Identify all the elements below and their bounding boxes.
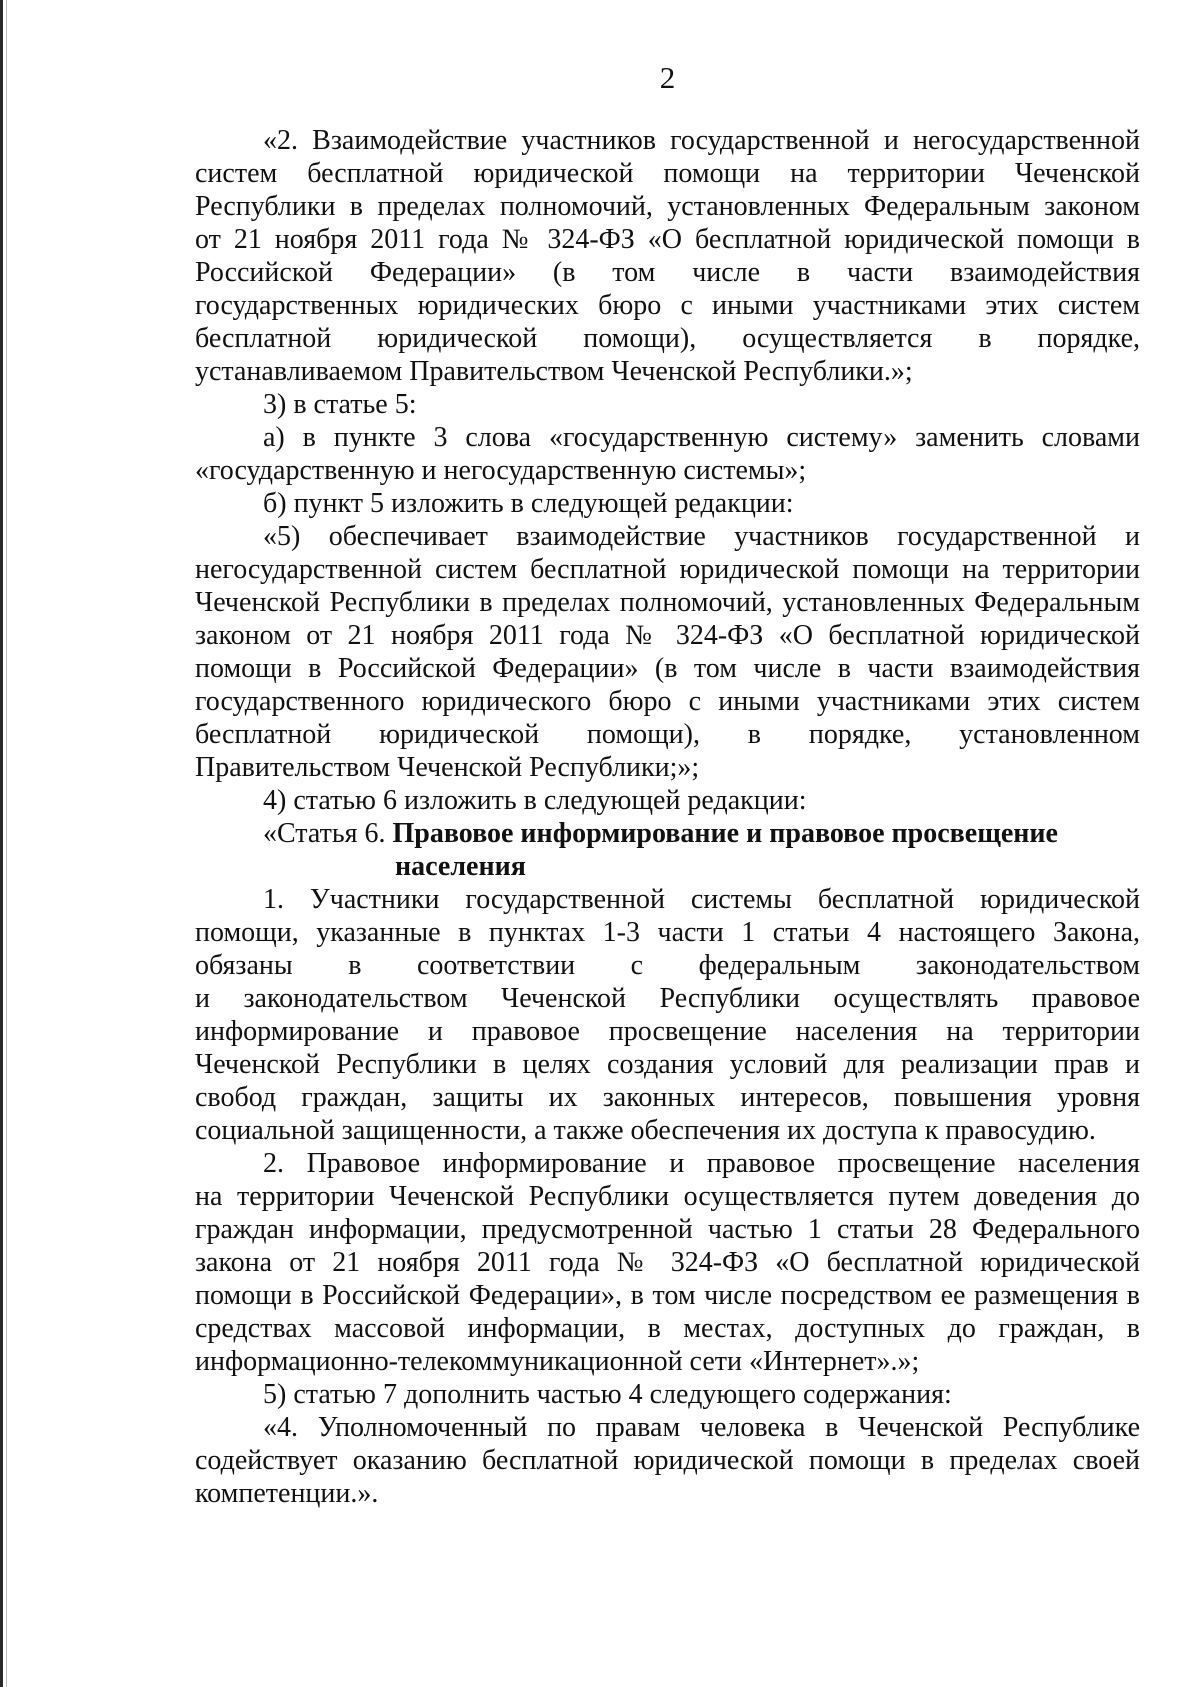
document-page xyxy=(195,0,1140,1687)
text-line-p7-l7: свобод граждан, защиты их законных интересов, повышения уровня xyxy=(195,1082,1140,1113)
text-line-p8-l2: на территории Чеченской Республики осуществляется путем доведения до xyxy=(195,1181,1140,1212)
text-line-p9-l1: 5) статью 7 дополнить частью 4 следующего содержания: xyxy=(263,1379,952,1410)
article-prefix: «Статья 6. xyxy=(263,818,386,849)
text-line-p7-l1: 1. Участники государственной системы бесплатной юридической xyxy=(263,884,1140,915)
document-body xyxy=(195,124,1140,1510)
text-line-p4-l1: б) пункт 5 изложить в следующей редакции: xyxy=(263,488,794,519)
text-block-after-article xyxy=(195,883,1140,1510)
text-line-p1-l8: устанавливаемом Правительством Чеченской Республики.»; xyxy=(195,356,913,387)
text-line-p5-l4: законом от 21 ноября 2011 года № 324-ФЗ «О бесплатной юридической xyxy=(195,620,1140,651)
text-block-before-article xyxy=(195,124,1140,817)
text-line-p8-l6: средствах массовой информации, в местах, доступных до граждан, в xyxy=(195,1313,1140,1344)
text-line-p1-l2: систем бесплатной юридической помощи на территории Чеченской xyxy=(195,158,1140,189)
text-line-p3-l2: «государственную и негосударственную системы»; xyxy=(195,455,807,486)
text-line-p7-l2: помощи, указанные в пунктах 1-3 части 1 статьи 4 настоящего Закона, xyxy=(195,917,1140,948)
article-title-line2: населения xyxy=(395,851,526,882)
text-line-p1-l6: государственных юридических бюро с иными участниками этих систем xyxy=(195,290,1140,321)
page-number: 2 xyxy=(659,60,676,95)
text-line-p1-l1: «2. Взаимодействие участников государственной и негосударственной xyxy=(263,125,1140,156)
scan-edge xyxy=(0,0,3,1687)
text-line-p3-l1: а) в пункте 3 слова «государственную систему» заменить словами xyxy=(263,422,1140,453)
text-line-p6-l1: 4) статью 6 изложить в следующей редакции: xyxy=(263,785,807,816)
text-line-p1-l3: Республики в пределах полномочий, установленных Федеральным законом xyxy=(195,191,1140,222)
text-line-p7-l4: и законодательством Чеченской Республики осуществлять правовое xyxy=(195,983,1140,1014)
text-line-p7-l8: социальной защищенности, а также обеспечения их доступа к правосудию. xyxy=(195,1115,1096,1146)
article-heading-continuation xyxy=(195,850,1140,883)
text-line-p8-l3: граждан информации, предусмотренной частью 1 статьи 28 Федерального xyxy=(195,1214,1140,1245)
text-line-p8-l1: 2. Правовое информирование и правовое просвещение населения xyxy=(263,1148,1140,1179)
text-line-p1-l4: от 21 ноября 2011 года № 324-ФЗ «О бесплатной юридической помощи в xyxy=(195,224,1140,255)
text-line-p10-l2: содействует оказанию бесплатной юридической помощи в пределах своей xyxy=(195,1445,1140,1476)
text-line-p2-l1: 3) в статье 5: xyxy=(263,389,417,420)
text-line-p5-l6: государственного юридического бюро с иными участниками этих систем xyxy=(195,686,1140,717)
text-line-p10-l3: компетенции.». xyxy=(195,1478,379,1509)
text-line-p5-l7: бесплатной юридической помощи), в порядке, установленном xyxy=(195,719,1140,750)
text-line-p5-l5: помощи в Российской Федерации» (в том числе в части взаимодействия xyxy=(195,653,1140,684)
text-line-p8-l7: информационно-телекоммуникационной сети «Интернет».»; xyxy=(195,1346,920,1377)
text-line-p5-l8: Правительством Чеченской Республики;»; xyxy=(195,752,700,783)
article-heading xyxy=(195,817,1140,850)
scan-edge-shadow xyxy=(6,0,7,1687)
text-line-p8-l5: помощи в Российской Федерации», в том числе посредством ее размещения в xyxy=(195,1280,1140,1311)
text-line-p7-l6: Чеченской Республики в целях создания условий для реализации прав и xyxy=(195,1049,1140,1080)
text-line-p5-l1: «5) обеспечивает взаимодействие участников государственной и xyxy=(263,521,1140,552)
text-line-p5-l3: Чеченской Республики в пределах полномочий, установленных Федеральным xyxy=(195,587,1140,618)
article-title-line1: Правовое информирование и правовое просвещение xyxy=(392,818,1058,849)
text-line-p5-l2: негосударственной систем бесплатной юридической помощи на территории xyxy=(195,554,1140,585)
text-line-p10-l1: «4. Уполномоченный по правам человека в Чеченской Республике xyxy=(263,1412,1140,1443)
text-line-p7-l3: обязаны в соответствии с федеральным законодательством xyxy=(195,950,1140,981)
text-line-p1-l7: бесплатной юридической помощи), осуществляется в порядке, xyxy=(195,323,1140,354)
text-line-p8-l4: закона от 21 ноября 2011 года № 324-ФЗ «О бесплатной юридической xyxy=(195,1247,1140,1278)
text-line-p7-l5: информирование и правовое просвещение населения на территории xyxy=(195,1016,1140,1047)
text-line-p1-l5: Российской Федерации» (в том числе в части взаимодействия xyxy=(195,257,1140,288)
